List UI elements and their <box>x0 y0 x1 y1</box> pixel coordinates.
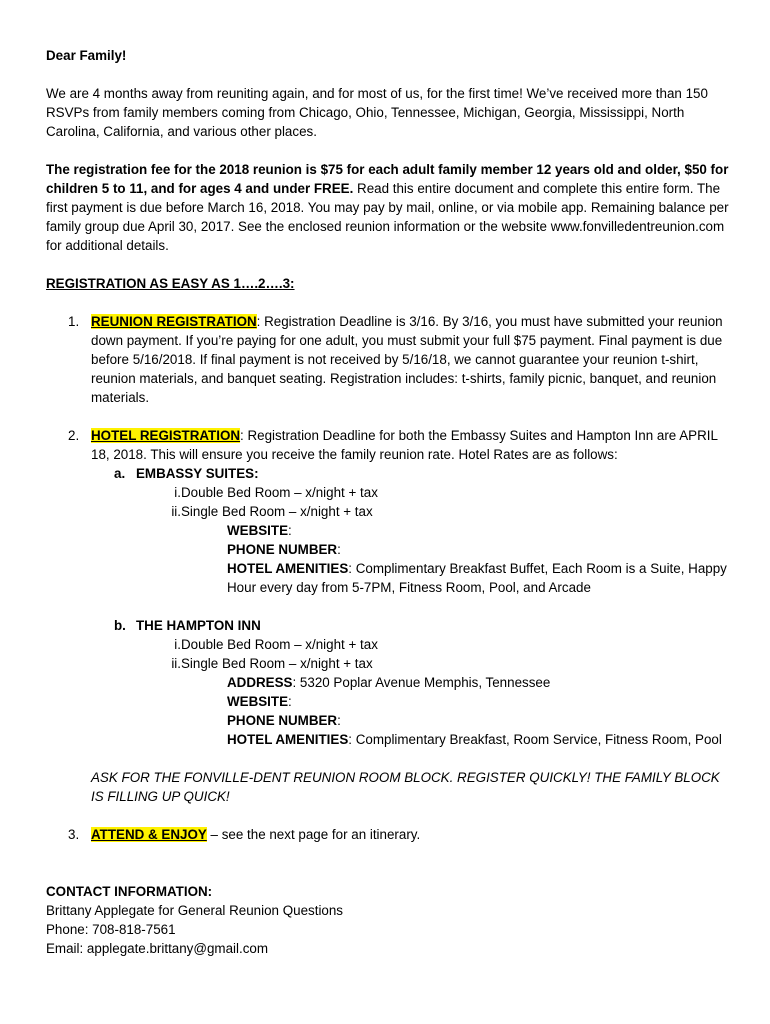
hotel-a-phone: PHONE NUMBER: <box>227 542 341 557</box>
hotel-b-room-ii-num: ii. <box>171 656 181 671</box>
fee-paragraph <box>46 160 736 255</box>
hotel-a-room-ii <box>46 502 736 521</box>
hotel-a-website: WEBSITE: <box>227 523 292 538</box>
hotel-b-room-ii <box>46 654 736 673</box>
step-3 <box>46 825 736 844</box>
hotel-a-name: EMBASSY SUITES: <box>136 466 259 481</box>
hotel-a-heading <box>46 464 736 483</box>
step-1-text: : Registration Deadline is 3/16. By 3/16, you must have submitted your reunion down payment. If you’re paying for one adult, you must submit your full $75 payment. Final payment is due before 5/16/2018. If final payment is not received by 5/16/18, we cannot guarantee your reunion t-shirt, reunion materials, and banquet seating. Registration includes: t-shirts, family picnic, banquet, and reunion materials. <box>91 314 723 405</box>
step-2 <box>46 426 736 464</box>
hotel-b-amenities-label: HOTEL AMENITIES <box>227 732 349 747</box>
hotel-b-address <box>46 673 736 692</box>
hotel-b-room-i <box>46 635 736 654</box>
hotel-a-room-i-num: i. <box>174 485 181 500</box>
intro-paragraph: We are 4 months away from reuniting again, and for most of us, for the first time! We’ve received more than 150 RSVPs from family members coming from Chicago, Ohio, Tennessee, Michigan, Georgia, Mississippi, North Carolina, California, and various other places. <box>46 86 708 139</box>
hotel-a-room-ii-num: ii. <box>171 504 181 519</box>
hotel-b-room-i-text: Double Bed Room – x/night + tax <box>181 637 378 652</box>
hotel-b-address-label: ADDRESS <box>227 675 293 690</box>
hotel-b-room-ii-text: Single Bed Room – x/night + tax <box>181 656 373 671</box>
hotel-b-website: WEBSITE: <box>227 694 292 709</box>
hotel-a-amenities-label: HOTEL AMENITIES <box>227 561 349 576</box>
hotel-a-room-i <box>46 483 736 502</box>
hotel-b-phone: PHONE NUMBER: <box>227 713 341 728</box>
hotel-b-letter: b. <box>114 618 126 633</box>
hotel-b-website-label: WEBSITE <box>227 694 289 709</box>
step-3-label: ATTEND & ENJOY <box>91 827 207 842</box>
contact-heading: CONTACT INFORMATION: <box>46 884 213 899</box>
step-2-label: HOTEL REGISTRATION <box>91 428 241 443</box>
hotel-b-heading <box>46 616 736 635</box>
hotel-a-letter: a. <box>114 466 126 481</box>
fee-rest-text: Read this entire document and complete this entire form. The first payment is due before March 16, 2018. You may pay by mail, online, or via mobile app. Remaining balance per family group due April 30, 2017. See the enclosed reunion information or the website www.fonvilledentreunion.com for additional details. <box>46 181 729 253</box>
step-1 <box>46 312 736 407</box>
hotel-b-room-i-num: i. <box>174 637 181 652</box>
contact-phone: Phone: 708-818-7561 <box>46 922 176 937</box>
hotel-a-room-i-text: Double Bed Room – x/night + tax <box>181 485 378 500</box>
contact-name: Brittany Applegate for General Reunion Questions <box>46 903 344 918</box>
hotel-b-amenities <box>46 730 736 749</box>
fee-bold-text: The registration fee for the 2018 reunion is $75 for each adult family member 12 years old and older, $50 for children 5 to 11, and for ages 4 and under FREE. <box>46 162 729 196</box>
steps-heading: REGISTRATION AS EASY AS 1….2….3: <box>46 276 295 291</box>
hotel-a-room-ii-text: Single Bed Room – x/night + tax <box>181 504 373 519</box>
hotel-b-phone-label: PHONE NUMBER <box>227 713 338 728</box>
letter-page <box>46 46 736 958</box>
hotel-b-address-text: : 5320 Poplar Avenue Memphis, Tennessee <box>292 675 551 690</box>
step-3-number: 3. <box>68 827 80 842</box>
hotel-a-amenities-text: : Complimentary Breakfast Buffet, Each Room is a Suite, Happy Hour every day from 5-7PM, Fitness Room, Pool, and Arcade <box>227 561 727 595</box>
step-2-number: 2. <box>68 428 80 443</box>
hotel-a-phone-label: PHONE NUMBER <box>227 542 338 557</box>
hotel-a-amenities <box>46 559 736 597</box>
hotel-b-name: THE HAMPTON INN <box>136 618 261 633</box>
room-block-notice: ASK FOR THE FONVILLE-DENT REUNION ROOM BLOCK. REGISTER QUICKLY! THE FAMILY BLOCK IS FILLING UP QUICK! <box>91 770 720 804</box>
step-1-label: REUNION REGISTRATION <box>91 314 257 329</box>
contact-email: Email: applegate.brittany@gmail.com <box>46 941 268 956</box>
step-2-text: : Registration Deadline for both the Embassy Suites and Hampton Inn are APRIL 18, 2018. This will ensure you receive the family reunion rate. Hotel Rates are as follows: <box>91 428 718 462</box>
greeting: Dear Family! <box>46 48 127 63</box>
hotel-b-amenities-text: : Complimentary Breakfast, Room Service, Fitness Room, Pool <box>348 732 722 747</box>
step-3-text: – see the next page for an itinerary. <box>206 827 421 842</box>
hotel-a-website-label: WEBSITE <box>227 523 289 538</box>
step-1-number: 1. <box>68 314 80 329</box>
